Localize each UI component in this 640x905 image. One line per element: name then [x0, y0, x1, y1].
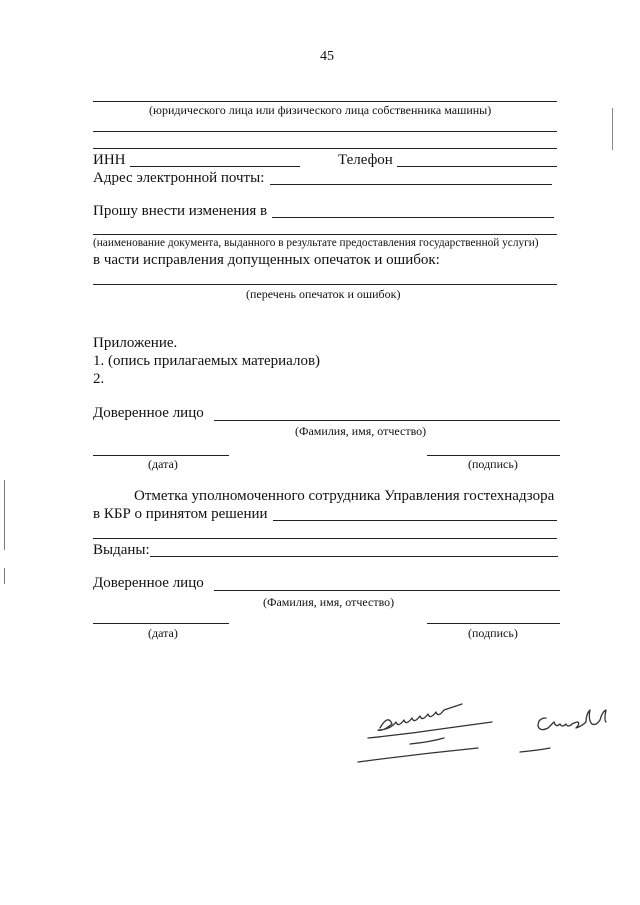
phone-label: Телефон [338, 152, 393, 168]
trustee-label-2: Доверенное лицо [93, 575, 204, 591]
signature-field-2[interactable] [427, 623, 560, 624]
date-field-1[interactable] [93, 455, 229, 456]
document-caption: (наименование документа, выданного в результате предоставления государственной услуги) [93, 237, 539, 249]
errors-caption: (перечень опечаток и ошибок) [246, 287, 401, 301]
trustee-label-1: Доверенное лицо [93, 405, 204, 421]
signature-caption-2: (подпись) [468, 626, 518, 640]
handwritten-signatures [340, 690, 640, 770]
page-number: 45 [320, 49, 334, 64]
decision-line-2 [93, 538, 557, 539]
date-caption-1: (дата) [148, 457, 178, 471]
fio-caption-1: (Фамилия, имя, отчество) [295, 424, 427, 438]
request-label: Прошу внести изменения в [93, 203, 268, 219]
owner-extra-line-2 [93, 148, 557, 149]
attachment-item-1: 1. (опись прилагаемых материалов) [93, 353, 321, 369]
issued-label: Выданы: [93, 542, 150, 558]
owner-name-line [93, 101, 557, 102]
owner-caption: (юридического лица или физического лица собственника машины) [149, 103, 492, 117]
inn-field[interactable] [130, 166, 300, 167]
date-caption-2: (дата) [148, 626, 178, 640]
mark-line-2: в КБР о принятом решении [93, 506, 268, 522]
phone-field[interactable] [397, 166, 557, 167]
inn-label: ИНН [93, 152, 126, 168]
decision-field[interactable] [273, 520, 557, 521]
request-document-field[interactable] [272, 217, 554, 218]
document-name-line [93, 234, 557, 235]
attachment-item-2: 2. [93, 371, 105, 387]
errors-line [93, 284, 557, 285]
correction-text: в части исправления допущенных опечаток и ошибок: [93, 252, 440, 268]
email-field[interactable] [270, 184, 552, 185]
trustee-fio-field-2[interactable] [214, 590, 560, 591]
date-field-2[interactable] [93, 623, 229, 624]
signature-field-1[interactable] [427, 455, 560, 456]
signature-caption-1: (подпись) [468, 457, 518, 471]
owner-extra-line-1 [93, 131, 557, 132]
issued-field[interactable] [150, 556, 558, 557]
fio-caption-2: (Фамилия, имя, отчество) [263, 595, 395, 609]
scan-artifact [4, 568, 5, 584]
mark-line-1: Отметка уполномоченного сотрудника Управления гостехнадзора [134, 488, 555, 504]
scan-artifact [4, 480, 5, 550]
email-label: Адрес электронной почты: [93, 170, 265, 186]
trustee-fio-field-1[interactable] [214, 420, 560, 421]
scan-artifact [612, 108, 613, 150]
attachment-title: Приложение. [93, 335, 178, 351]
